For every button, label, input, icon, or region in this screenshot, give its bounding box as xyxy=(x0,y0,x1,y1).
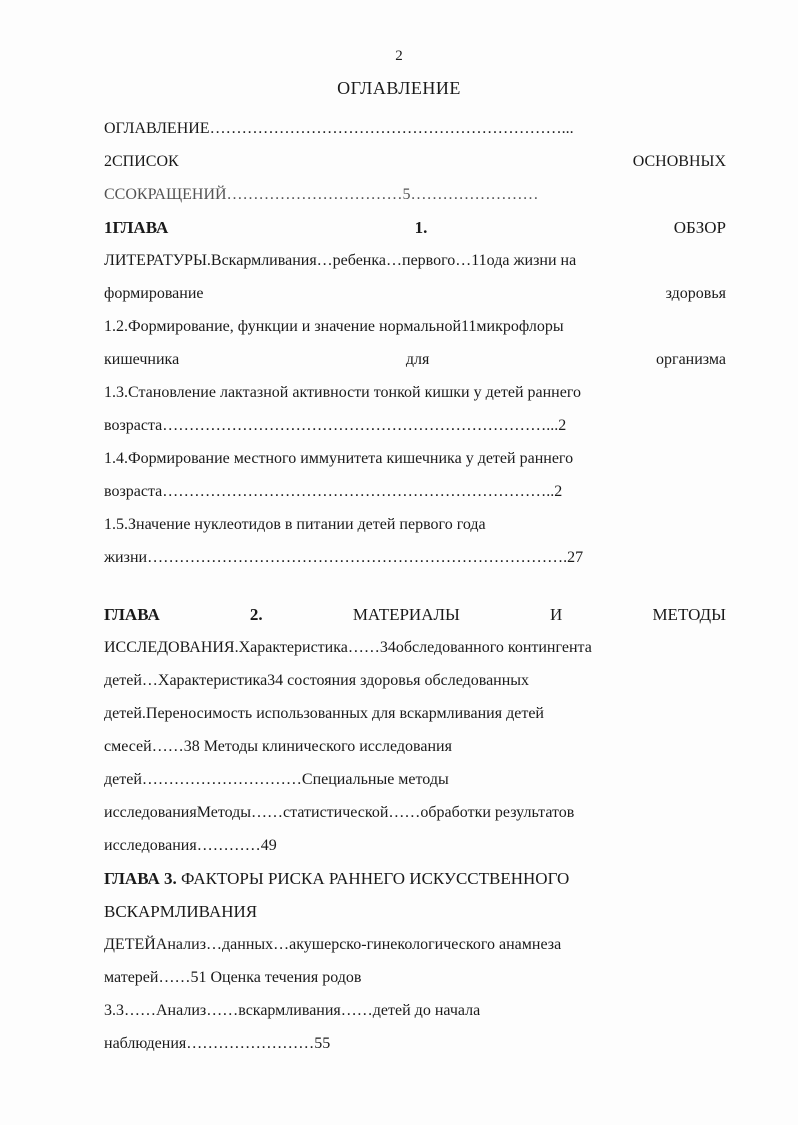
chapter-heading: ВСКАРМЛИВАНИЯ xyxy=(104,902,258,921)
toc-text: детей…………………………Специальные методы xyxy=(104,771,449,788)
toc-line xyxy=(104,631,726,664)
toc-text: жизни…………………………………………………………………….27 xyxy=(104,549,584,566)
toc-line xyxy=(104,310,726,343)
toc-text: ИССЛЕДОВАНИЯ.Характеристика……34обследованного контингента xyxy=(104,639,592,656)
toc-line xyxy=(104,961,726,994)
toc-line xyxy=(104,508,726,541)
toc-text: смесей……38 Методы клинического исследования xyxy=(104,738,452,755)
page-number: 2 xyxy=(395,48,403,64)
toc-line xyxy=(104,376,726,409)
toc-text: детей.Переносимость использованных для вскармливания детей xyxy=(104,705,544,722)
toc-text: 3.3……Анализ……вскармливания……детей до начала xyxy=(104,1002,481,1019)
toc-line xyxy=(104,277,726,310)
toc-text: возраста………………………………………………………………...2 xyxy=(104,417,567,434)
toc-line xyxy=(104,829,726,862)
toc-text: формирование xyxy=(104,285,204,302)
toc-title: ОГЛАВЛЕНИЕ xyxy=(337,78,461,98)
toc-line xyxy=(104,178,726,211)
toc-text: ДЕТЕЙАнализ…данных…акушерско-гинекологического анамнеза xyxy=(104,936,562,953)
toc-text: возраста………………………………………………………………..2 xyxy=(104,483,563,500)
toc-text: 2СПИСОК xyxy=(104,153,179,170)
toc-text: детей…Характеристика34 состояния здоровья обследованных xyxy=(104,672,530,689)
toc-line xyxy=(104,145,726,178)
chapter-label: ГЛАВА xyxy=(104,605,160,624)
toc-line xyxy=(104,763,726,796)
toc-text: наблюдения……………………55 xyxy=(104,1035,331,1052)
toc-line xyxy=(104,1027,726,1060)
toc-line xyxy=(104,994,726,1027)
chapter-label: 1ГЛАВА xyxy=(104,218,169,237)
toc-text: для xyxy=(405,351,430,368)
chapter-title: МЕТОДЫ xyxy=(652,605,726,624)
toc-line xyxy=(104,895,726,928)
toc-text: 1.2.Формирование, функции и значение нормальной11микрофлоры xyxy=(104,318,564,335)
toc-text: исследования…………49 xyxy=(104,837,277,854)
toc-text: 1.5.Значение нуклеотидов в питании детей первого года xyxy=(104,516,486,533)
chapter-title: И xyxy=(550,605,563,624)
toc-text: кишечника xyxy=(104,351,180,368)
toc-text: исследованияМетоды……статистической……обработки результатов xyxy=(104,804,575,821)
toc-line xyxy=(104,211,726,244)
toc-text: 1.4.Формирование местного иммунитета кишечника у детей раннего xyxy=(104,450,574,467)
toc-line xyxy=(104,442,726,475)
toc-text: 1.3.Становление лактазной активности тонкой кишки у детей раннего xyxy=(104,384,581,401)
toc-entry-oglavlenie: ОГЛАВЛЕНИЕ…………………………………………………………... xyxy=(104,120,574,137)
chapter-title: ОБЗОР xyxy=(673,218,726,237)
toc-line xyxy=(104,598,726,631)
toc-text: здоровья xyxy=(665,285,726,302)
table-of-contents xyxy=(104,112,726,1060)
toc-line xyxy=(104,112,726,145)
toc-line xyxy=(104,697,726,730)
toc-text: ССОКРАЩЕНИЙ……………………………5…………………… xyxy=(104,186,539,203)
toc-text: матерей……51 Оценка течения родов xyxy=(104,969,362,986)
toc-text: ЛИТЕРАТУРЫ.Вскармливания…ребенка…первого…11ода жизни на xyxy=(104,252,577,269)
chapter-title: МАТЕРИАЛЫ xyxy=(352,605,460,624)
toc-line xyxy=(104,730,726,763)
chapter-number: 1. xyxy=(414,218,428,237)
toc-line xyxy=(104,928,726,961)
toc-line xyxy=(104,796,726,829)
toc-text: организма xyxy=(656,351,726,368)
chapter-number: 2. xyxy=(249,605,263,624)
toc-line xyxy=(104,862,726,895)
toc-line xyxy=(104,409,726,442)
toc-line xyxy=(104,475,726,508)
toc-line xyxy=(104,541,726,574)
chapter-heading: ГЛАВА 3. ФАКТОРЫ РИСКА РАННЕГО ИСКУССТВЕННОГО xyxy=(104,869,570,888)
toc-line xyxy=(104,343,726,376)
toc-line xyxy=(104,664,726,697)
toc-text: ОСНОВНЫХ xyxy=(632,153,726,170)
toc-line xyxy=(104,244,726,277)
